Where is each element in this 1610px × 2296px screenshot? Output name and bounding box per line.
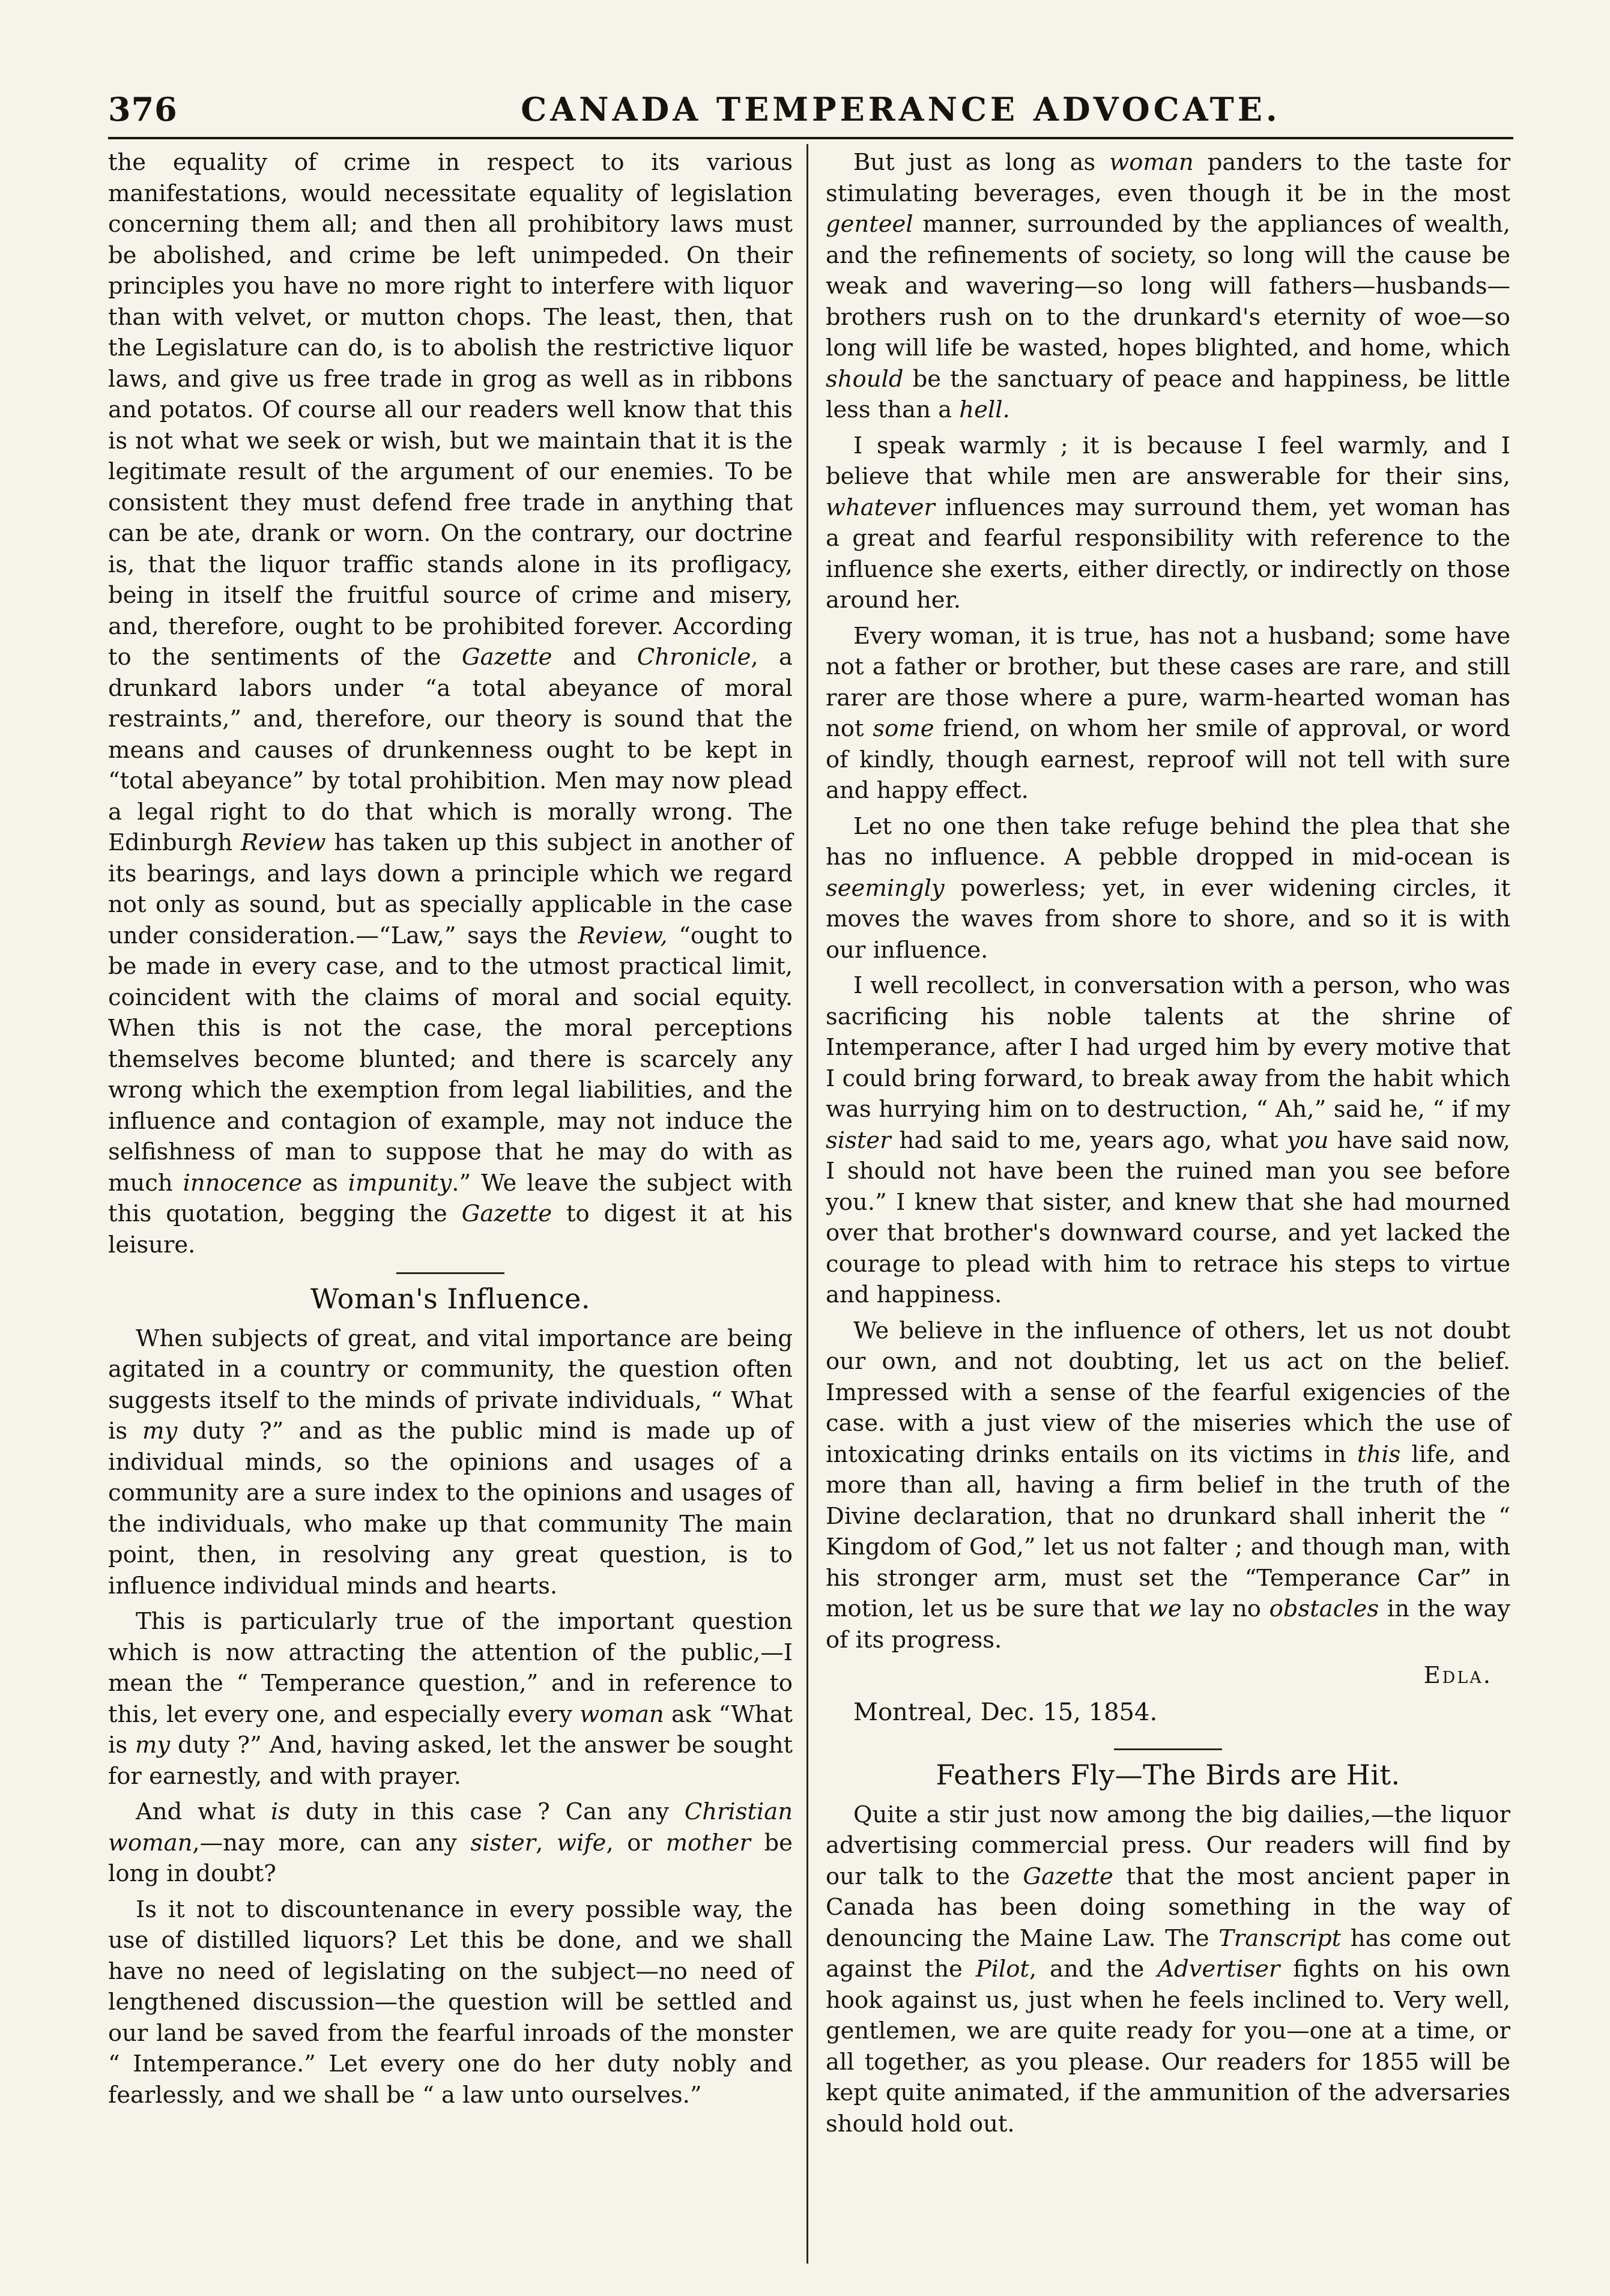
column-divider: [807, 144, 808, 2264]
page-header: [0, 90, 1610, 138]
left-column: [108, 147, 793, 2115]
article-paragraph: Let no one then take refuge behind the plea that she has no influence. A pebble dropped in mid-ocean is seemingly powerless; yet, in ever widening circles, it moves the waves from shore to shore, and so it is with our influence.: [826, 812, 1510, 964]
article-paragraph: But just as long as woman panders to the taste for stimulating beverages, even though it be in the most genteel manner, surrounded by the appliances of wealth, and the refinements of society, so long will the cause be weak and wavering—so long will fathers—husbands—brothers rush on to the drunkard's eternity of woe—so long will life be wasted, hopes blighted, and home, which should be the sanctuary of peace and happiness, be little less than a hell.: [826, 149, 1510, 423]
article-paragraph: Is it not to discountenance in every possible way, the use of distilled liquors? Let this be done, and we shall have no need of legislating on the subject—no need of lengthened discussion—the question will be settled and our land be saved from the fearful inroads of the monster “ Intemperance.” Let every one do her duty nobly and fearlessly, and we shall be “ a law unto ourselves.”: [108, 1896, 793, 2109]
header-rule: [108, 137, 1513, 139]
page-number: 376: [108, 90, 178, 128]
section-heading-womans-influence: Woman's Influence.: [310, 1282, 590, 1315]
running-title: CANADA TEMPERANCE ADVOCATE.: [521, 90, 1281, 128]
dateline: Montreal, Dec. 15, 1854.: [853, 1698, 1158, 1726]
article-paragraph: When subjects of great, and vital importance are being agitated in a country or community, the question often suggests itself to the minds of private individuals, “ What is my duty ?” and as the public mind is made up of individual minds, so the opinions and usages of a community are a sure index to the opinions and usages of the individuals, who make up that community The main point, then, in resolving any great question, is to influence individual minds and hearts.: [108, 1325, 793, 1600]
article-continuation-paragraph: the equality of crime in respect to its various manifestations, would necessitate equality of legislation concerning them all; and then all prohibitory laws must be abolished, and crime be left unimpeded. On their principles you have no more right to interfere with liquor than with velvet, or mutton chops. The least, then, that the Legislature can do, is to abolish the restrictive liquor laws, and give us free trade in grog as well as in ribbons and potatos. Of course all our readers well know that this is not what we seek or wish, but we maintain that it is the legitimate result of the argument of our enemies. To be consistent they must defend free trade in anything that can be ate, drank or worn. On the contrary, our doctrine is, that the liquor traffic stands alone in its profligacy, being in itself the fruitful source of crime and misery, and, therefore, ought to be prohibited forever. According to the sentiments of the Gazette and Chronicle, a drunkard labors under “a total abeyance of moral restraints,” and, therefore, our theory is sound that the means and causes of drunkenness ought to be kept in “total abeyance” by total prohibition. Men may now plead a legal right to do that which is morally wrong. The Edinburgh Review has taken up this subject in another of its bearings, and lays down a principle which we regard not only as sound, but as specially applicable in the case under consideration.—“Law,” says the Review, “ought to be made in every case, and to the utmost practical limit, coincident with the claims of moral and social equity. When this is not the case, the moral perceptions themselves become blunted; and there is scarcely any wrong which the exemption from legal liabilities, and the influence and contagion of example, may not induce the selfishness of man to suppose that he may do with as much innocence as impunity.” We leave the subject with this quotation, begging the Gazette to digest it at his leisure.: [108, 149, 793, 1258]
section-heading-feathers-fly: Feathers Fly—The Birds are Hit.: [936, 1759, 1400, 1791]
article-paragraph: Every woman, it is true, has not a husband; some have not a father or brother, but these cases are rare, and still rarer are those where a pure, warm-hearted woman has not some friend, on whom her smile of approval, or word of kindly, though earnest, reproof will not tell with sure and happy effect.: [826, 622, 1511, 804]
article-paragraph: I speak warmly ; it is because I feel warmly, and I believe that while men are answerable for their sins, whatever influences may surround them, yet woman has a great and fearful responsibility with reference to the influence she exerts, either directly, or indirectly on those around her.: [826, 432, 1510, 614]
article-paragraph: I well recollect, in conversation with a person, who was sacrificing his noble talents at the shrine of Intemperance, after I had urged him by every motive that I could bring forward, to break away from the habit which was hurrying him on to destruction, “ Ah,” said he, “ if my sister had said to me, years ago, what you have said now, I should not have been the ruined man you see before you.” I knew that sister, and knew that she had mourned over that brother's downward course, and yet lacked the courage to plead with him to retrace his steps to virtue and happiness.: [826, 972, 1510, 1308]
author-signature: Edla.: [1423, 1662, 1492, 1689]
section-divider: [396, 1272, 504, 1274]
article-paragraph: And what is duty in this case ? Can any Christian woman,—nay more, can any sister, wife, or mother be long in doubt?: [108, 1798, 793, 1887]
article-paragraph: Quite a stir just now among the big dailies,—the liquor advertising commercial press. Our readers will find by our talk to the Gazette that the most ancient paper in Canada has been doing something in the way of denouncing the Maine Law. The Transcript has come out against the Pilot, and the Advertiser fights on his own hook against us, just when he feels inclined to. Very well, gentlemen, we are quite ready for you—one at a time, or all together, as you please. Our readers for 1855 will be kept quite animated, if the ammunition of the adversaries should hold out.: [826, 1801, 1510, 2137]
article-paragraph: This is particularly true of the important question which is now attracting the attention of the public,—I mean the “ Temperance question,” and in reference to this, let every one, and especially every woman ask “What is my duty ?” And, having asked, let the answer be sought for earnestly, and with prayer.: [108, 1608, 793, 1790]
right-column: [826, 147, 1510, 2144]
section-divider: [1114, 1748, 1222, 1750]
article-paragraph: We believe in the influence of others, let us not doubt our own, and not doubting, let us act on the belief. Impressed with a sense of the fearful exigencies of the case. with a just view of the miseries which the use of intoxicating drinks entails on its victims in this life, and more than all, having a firm belief in the truth of the Divine declaration, that no drunkard shall inherit the “ Kingdom of God,” let us not falter ; and though man, with his stronger arm, must set the “Temperance Car” in motion, let us be sure that we lay no obstacles in the way of its progress.: [826, 1317, 1510, 1654]
